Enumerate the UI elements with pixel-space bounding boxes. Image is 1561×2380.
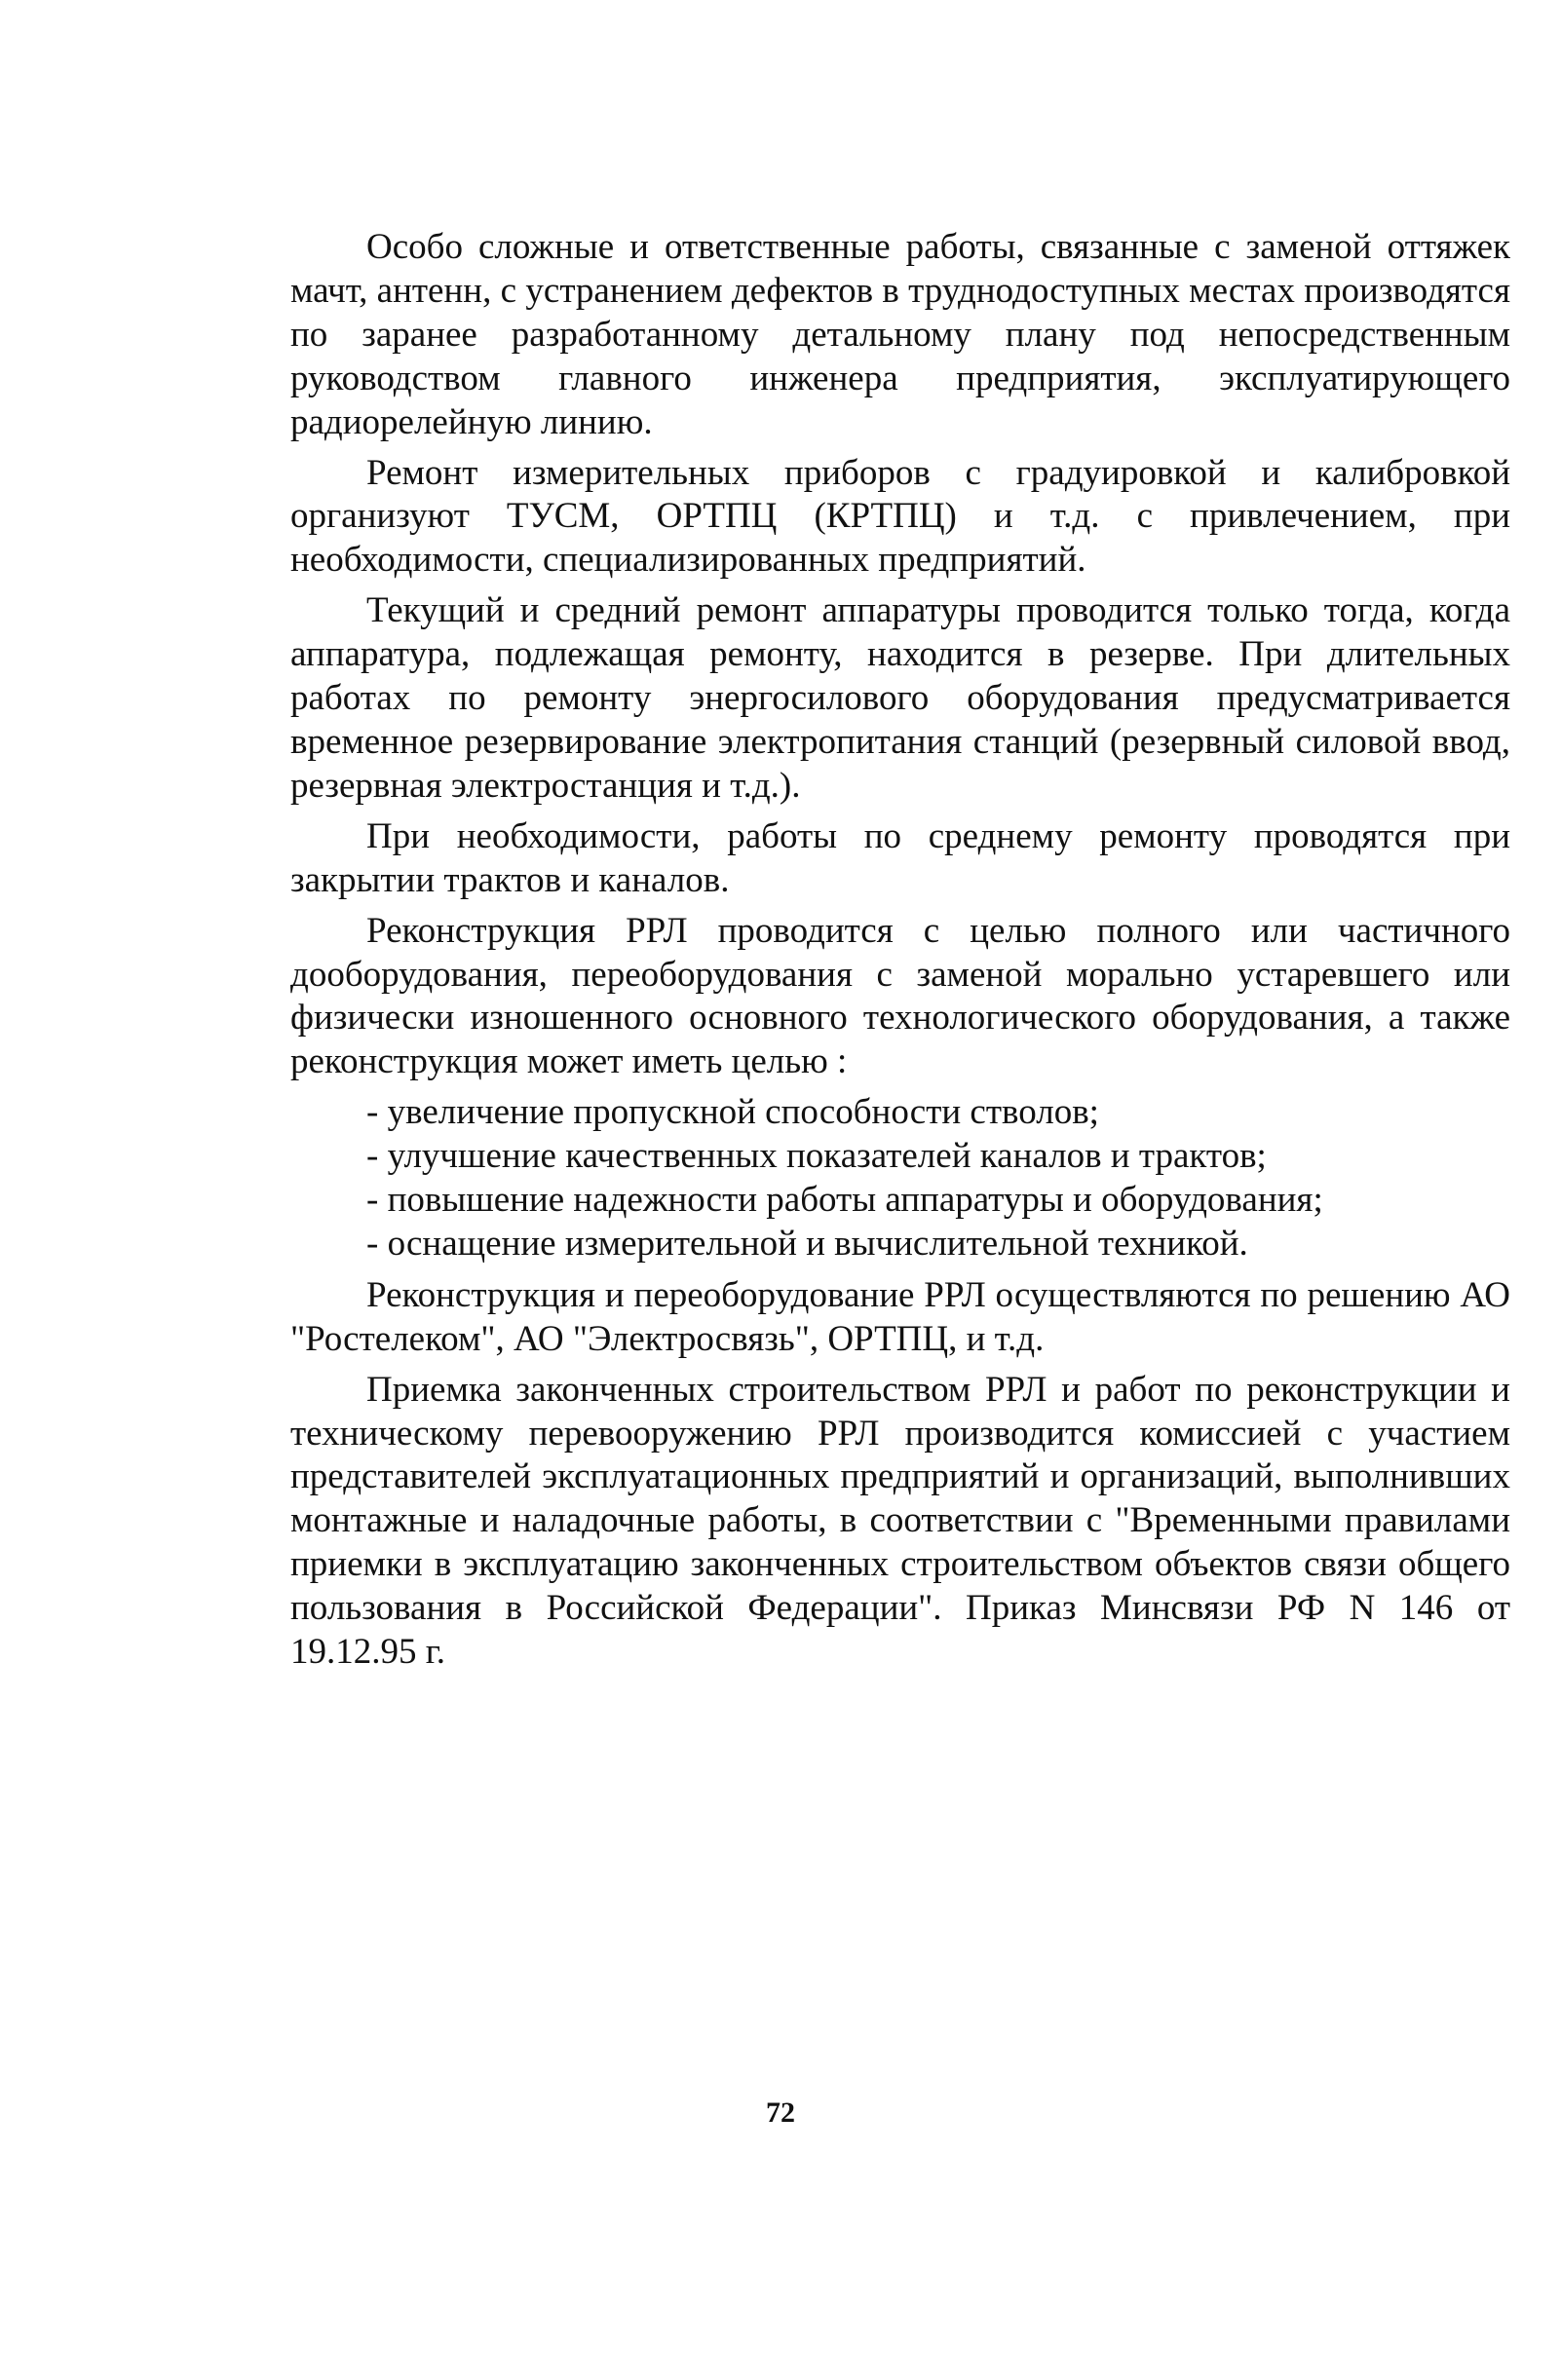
paragraph-7: Приемка законченных строительством РРЛ и работ по реконструкции и техническому перевооружению РРЛ производится комиссией с участием представителей эксплуатационных предприятий и организаций, выполнивших монтажные и наладочные работы, в соответствии с "Временными правилами приемки в эксплуатацию законченных строительством объектов связи общего пользования в Российской Федерации". Приказ Минсвязи РФ N 146 от 19.12.95 г.: [290, 1369, 1510, 1673]
list-item: - увеличение пропускной способности стволов;: [366, 1092, 1099, 1133]
paragraph-2: Ремонт измерительных приборов с градуировкой и калибровкой организуют ТУСМ, ОРТПЦ (КРТПЦ) и т.д. с привлечением, при необходимости, специализированных предприятий.: [290, 452, 1510, 581]
paragraph-4: При необходимости, работы по среднему ремонту проводятся при закрытии трактов и каналов.: [290, 815, 1510, 900]
paragraph-1: Особо сложные и ответственные работы, связанные с заменой оттяжек мачт, антенн, с устранением дефектов в труднодоступных местах производятся по заранее разработанному детальному плану под непосредственным руководством главного инженера предприятия, эксплуатирующего радиорелейную линию.: [290, 227, 1510, 442]
list-item: - оснащение измерительной и вычислительной техникой.: [366, 1223, 1248, 1264]
paragraph-5: Реконструкция РРЛ проводится с целью полного или частичного дооборудования, переоборудования с заменой морально устаревшего или физически изношенного основного технологического оборудования, а также реконструкция может иметь целью :: [290, 910, 1510, 1082]
list-item: - повышение надежности работы аппаратуры и оборудования;: [366, 1180, 1323, 1221]
reconstruction-goals-list: [290, 1091, 1510, 1266]
page-number: 72: [766, 2097, 795, 2129]
paragraph-3: Текущий и средний ремонт аппаратуры проводится только тогда, когда аппаратура, подлежащая ремонту, находится в резерве. При длительных работах по ремонту энергосилового оборудования предусматривается временное резервирование электропитания станций (резервный силовой ввод, резервная электростанция и т.д.).: [290, 590, 1510, 806]
list-item: - улучшение качественных показателей каналов и трактов;: [366, 1136, 1267, 1177]
paragraph-6: Реконструкция и переоборудование РРЛ осуществляются по решению АО "Ростелеком", АО "Электросвязь", ОРТПЦ, и т.д.: [290, 1274, 1510, 1359]
body-text: [290, 226, 1510, 1681]
